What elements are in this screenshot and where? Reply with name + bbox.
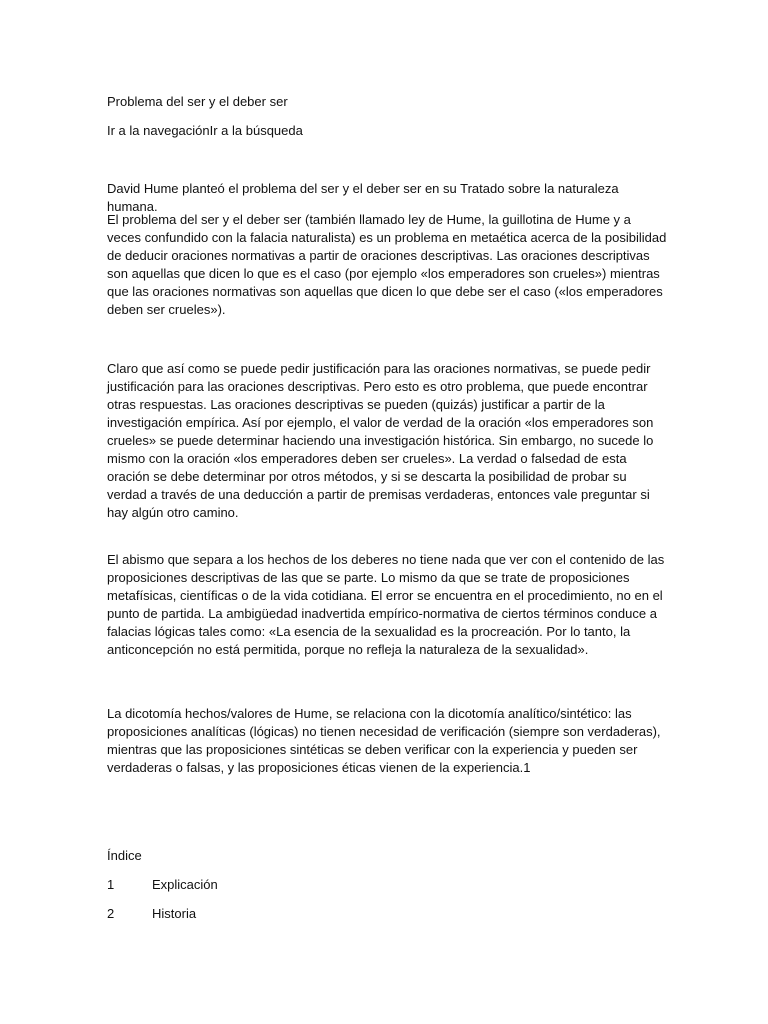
navigation-links[interactable]: Ir a la navegaciónIr a la búsqueda	[107, 123, 303, 138]
paragraph-abyss: El abismo que separa a los hechos de los deberes no tiene nada que ver con el contenido de las proposiciones descriptivas de las que se parte. Lo mismo da que se trate de proposiciones metafísicas, científicas o de la vida cotidiana. El error se encuentra en el procedimiento, no en el punto de partida. La ambigüedad inadvertida empírico-normativa de ciertos términos conduce a falacias lógicas tales como: «La esencia de la sexualidad es la procreación. Por lo tanto, la anticoncepción no está permitida, porque no refleja la naturaleza de la sexualidad».	[107, 552, 665, 657]
paragraph-justification: Claro que así como se puede pedir justificación para las oraciones normativas, se puede pedir justificación para las oraciones descriptivas. Pero esto es otro problema, que puede encontrar otras respuestas. Las oraciones descriptivas se pueden (quizás) justificar a partir de la investigación empírica. Así por ejemplo, el valor de verdad de la oración «los emperadores son crueles» se puede determinar haciendo una investigación histórica. Sin embargo, no sucede lo mismo con la oración «los emperadores deben ser crueles». La verdad o falsedad de esta oración se debe determinar por otros métodos, y si se descarta la posibilidad de probar su verdad a través de una deducción a partir de premisas verdaderas, entonces vale preguntar si hay algún otro camino.	[107, 361, 654, 520]
paragraph-definition: El problema del ser y el deber ser (también llamado ley de Hume, la guillotina de Hume y a veces confundido con la falacia naturalista) es un problema en metaética acerca de la posibilidad de deducir oraciones normativas a partir de oraciones descriptivas. Las oraciones descriptivas son aquellas que dicen lo que es el caso (por ejemplo «los emperadores son crueles») mientras que las oraciones normativas son aquellas que dicen lo que debe ser el caso («los emperadores deben ser crueles»).	[107, 212, 667, 317]
paragraph-dichotomy: La dicotomía hechos/valores de Hume, se relaciona con la dicotomía analítico/sintético: las proposiciones analíticas (lógicas) no tienen necesidad de verificación (siempre son verdaderas), mientras que las proposiciones sintéticas se deben verificar con la experiencia y pueden ser verdaderas o falsas, y las proposiciones éticas vienen de la experiencia.1	[107, 706, 661, 775]
document-title: Problema del ser y el deber ser	[107, 94, 288, 109]
toc-item-label[interactable]: Historia	[152, 906, 197, 921]
paragraph-intro: David Hume planteó el problema del ser y el deber ser en su Tratado sobre la naturaleza humana.	[107, 181, 619, 214]
toc-heading: Índice	[107, 848, 142, 863]
toc-item-label[interactable]: Explicación	[152, 877, 218, 892]
toc-item-number: 1	[107, 877, 115, 892]
toc-item-number: 2	[107, 906, 115, 921]
